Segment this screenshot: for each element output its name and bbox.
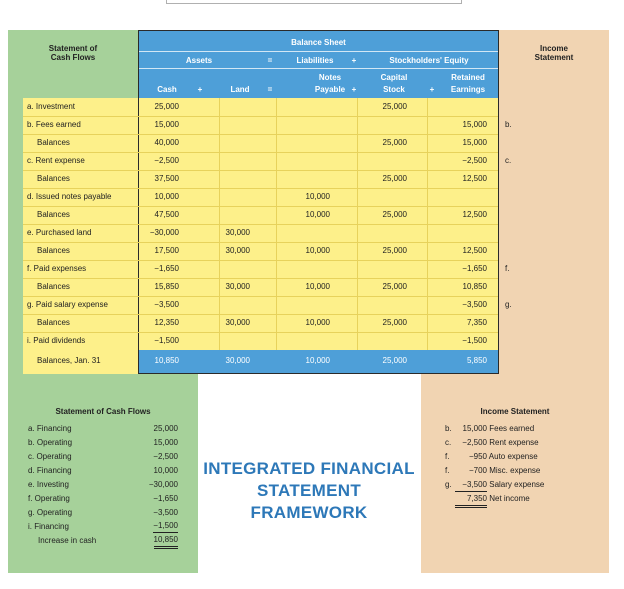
row-divider — [23, 116, 498, 117]
notes-cell: 10,000 — [305, 318, 330, 327]
plus-sign: + — [351, 56, 357, 65]
row-divider — [23, 260, 498, 261]
plus-sign: + — [351, 85, 357, 94]
row-label: Balances, Jan. 31 — [37, 356, 101, 365]
stock-header-line2: Stock — [383, 85, 405, 94]
row-label: f. Paid expenses — [27, 264, 87, 273]
notes-cell: 10,000 — [305, 282, 330, 291]
list-item: g. Operating −3,500 — [28, 508, 178, 517]
list-item: b. 15,000 Fees earned — [445, 424, 535, 433]
re-cell: 12,500 — [462, 246, 487, 255]
stock-cell: 25,000 — [382, 282, 407, 291]
cash-cell: 17,500 — [154, 246, 179, 255]
notes-cell: 10,000 — [305, 356, 330, 365]
balance-sheet-title: Balance Sheet — [291, 38, 346, 47]
total-row: 7,350 Net income — [445, 492, 605, 506]
cash-cell: 40,000 — [154, 138, 179, 147]
cash-flow-list — [28, 422, 188, 548]
stock-header-line1: Capital — [380, 73, 408, 82]
re-cell: 15,000 — [462, 120, 487, 129]
land-cell: 30,000 — [225, 282, 250, 291]
row-label: e. Purchased land — [27, 228, 92, 237]
re-cell: −2,500 — [462, 156, 487, 165]
row-divider — [23, 152, 498, 153]
row-divider — [23, 332, 498, 333]
row-label: Balances — [37, 318, 70, 327]
header-divider — [139, 68, 498, 69]
row-divider — [23, 224, 498, 225]
stock-cell: 25,000 — [382, 138, 407, 147]
row-divider — [23, 296, 498, 297]
re-cell: −3,500 — [462, 300, 487, 309]
income-ref: c. — [505, 156, 512, 165]
income-ref: g. — [505, 300, 512, 309]
row-divider — [23, 134, 498, 135]
list-item: d. Financing 10,000 — [28, 466, 178, 475]
land-cell: 30,000 — [225, 318, 250, 327]
row-label: g. Paid salary expense — [27, 300, 108, 309]
row-label: Balances — [37, 210, 70, 219]
cash-cell: 12,350 — [154, 318, 179, 327]
assets-header: Assets — [185, 56, 213, 65]
re-cell: 7,350 — [466, 318, 487, 327]
cash-cell: −3,500 — [154, 300, 179, 309]
re-header-line2: Earnings — [450, 85, 486, 94]
row-label: b. Fees earned — [27, 120, 81, 129]
list-item: f. −700 Misc. expense — [445, 466, 541, 475]
cash-cell: 10,850 — [154, 356, 179, 365]
land-header: Land — [230, 85, 250, 94]
liabilities-header: Liabilities — [296, 56, 334, 65]
row-label: Balances — [37, 174, 70, 183]
income-statement-title: Income Statement — [480, 407, 550, 416]
row-divider — [23, 314, 498, 315]
row-label: d. Issued notes payable — [27, 192, 112, 201]
re-cell: −1,500 — [462, 336, 487, 345]
income-panel — [499, 30, 609, 374]
income-list — [445, 422, 605, 506]
equals-sign: = — [267, 85, 273, 94]
cash-cell: −1,500 — [154, 336, 179, 345]
notes-header-line1: Notes — [318, 73, 342, 82]
header-divider — [139, 51, 498, 52]
row-label: Balances — [37, 282, 70, 291]
income-ref: f. — [505, 264, 510, 273]
list-item: c. Operating −2,500 — [28, 452, 178, 461]
row-label: i. Paid dividends — [27, 336, 86, 345]
row-divider — [23, 242, 498, 243]
stock-cell: 25,000 — [382, 318, 407, 327]
plus-sign: + — [429, 85, 435, 94]
cash-cell: −2,500 — [154, 156, 179, 165]
row-label: Balances — [37, 246, 70, 255]
income-title: Income Statement — [534, 44, 574, 62]
cash-cell: 47,500 — [154, 210, 179, 219]
stock-cell: 25,000 — [382, 246, 407, 255]
stock-cell: 25,000 — [382, 210, 407, 219]
cash-header: Cash — [157, 85, 177, 94]
re-header-line1: Retained — [451, 73, 485, 82]
row-divider — [23, 188, 498, 189]
stock-cell: 25,000 — [382, 102, 407, 111]
stock-cell: 25,000 — [382, 356, 407, 365]
plus-sign: + — [197, 85, 203, 94]
cash-cell: 10,000 — [154, 192, 179, 201]
income-ref: b. — [505, 120, 512, 129]
list-item: f. Operating −1,650 — [28, 494, 178, 503]
re-cell: 12,500 — [462, 174, 487, 183]
row-label: Balances — [37, 138, 70, 147]
cash-cell: 37,500 — [154, 174, 179, 183]
cash-flow-statement-title: Statement of Cash Flows — [55, 407, 151, 416]
notes-cell: 10,000 — [305, 246, 330, 255]
cash-cell: 25,000 — [154, 102, 179, 111]
re-cell: 12,500 — [462, 210, 487, 219]
row-label: a. Investment — [27, 102, 76, 111]
cash-cell: 15,000 — [154, 120, 179, 129]
list-item: c. −2,500 Rent expense — [445, 438, 539, 447]
top-frame — [166, 0, 462, 4]
cash-flows-title: Statement of Cash Flows — [48, 44, 98, 62]
land-cell: 30,000 — [225, 356, 250, 365]
re-cell: −1,650 — [462, 264, 487, 273]
notes-header-line2: Payable — [314, 85, 346, 94]
land-cell: 30,000 — [225, 246, 250, 255]
equals-sign: = — [267, 56, 273, 65]
land-cell: 30,000 — [225, 228, 250, 237]
re-cell: 5,850 — [466, 356, 487, 365]
framework-title: INTEGRATED FINANCIAL STATEMENT FRAMEWORK — [203, 459, 415, 522]
notes-cell: 10,000 — [305, 210, 330, 219]
cash-cell: 15,850 — [154, 282, 179, 291]
list-item: i. Financing −1,500 — [28, 521, 178, 531]
notes-cell: 10,000 — [305, 192, 330, 201]
list-item: b. Operating 15,000 — [28, 438, 178, 447]
re-cell: 10,850 — [462, 282, 487, 291]
stock-cell: 25,000 — [382, 174, 407, 183]
cash-cell: −1,650 — [154, 264, 179, 273]
list-item: f. −950 Auto expense — [445, 452, 538, 461]
row-divider — [23, 170, 498, 171]
list-item: e. Investing −30,000 — [28, 480, 178, 489]
row-divider — [23, 206, 498, 207]
total-row: Increase in cash 10,850 — [28, 534, 188, 548]
list-item: g. −3,500 Salary expense — [445, 478, 605, 492]
re-cell: 15,000 — [462, 138, 487, 147]
equity-header: Stockholders' Equity — [389, 56, 469, 65]
list-item: a. Financing 25,000 — [28, 424, 178, 433]
row-label: c. Rent expense — [27, 156, 85, 165]
row-divider — [23, 278, 498, 279]
cash-cell: −30,000 — [149, 228, 179, 237]
